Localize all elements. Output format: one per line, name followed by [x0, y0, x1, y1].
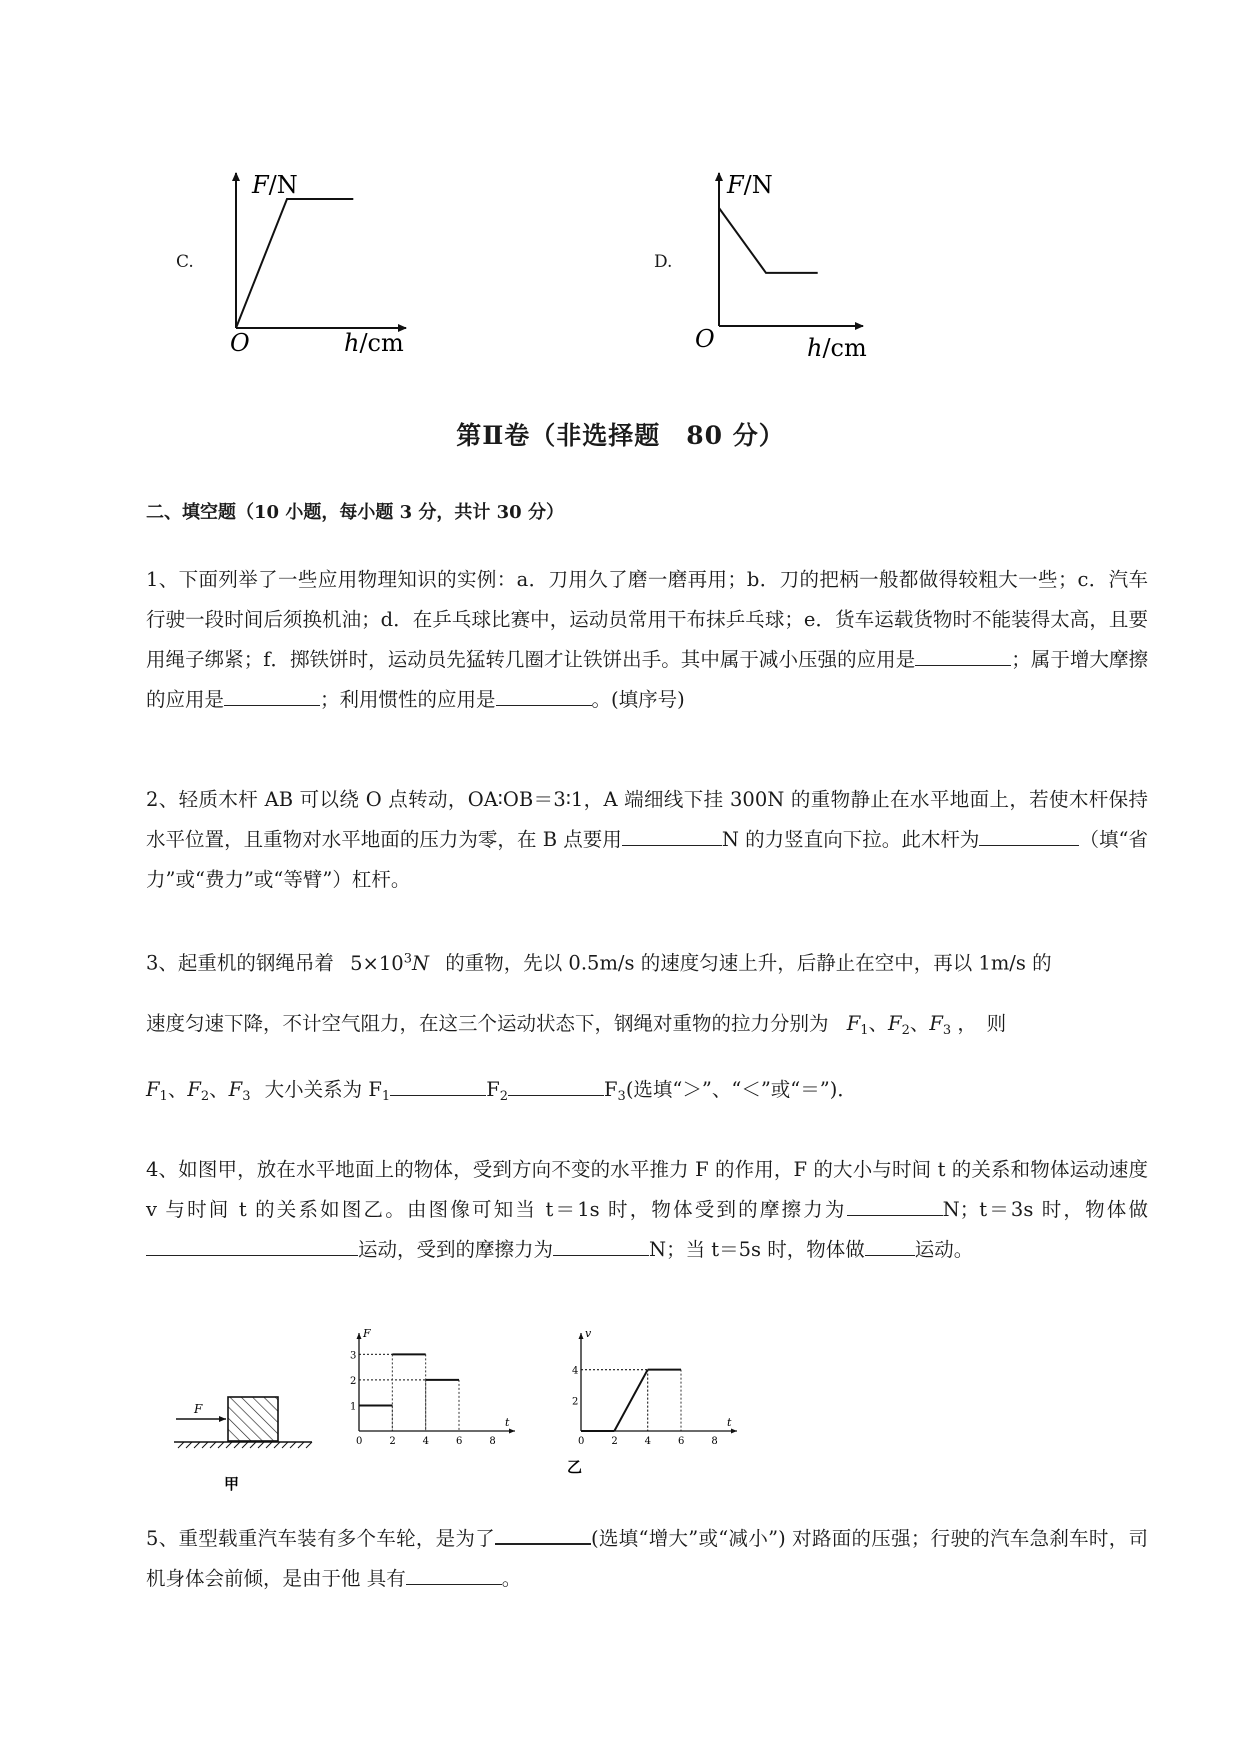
force-symbols: $F_1$、$F_2$、$F_3$	[146, 1078, 251, 1104]
answer-blank[interactable]	[865, 1231, 915, 1256]
x-tick-label: 0	[356, 1436, 363, 1447]
answer-blank[interactable]	[224, 681, 320, 706]
answer-blank[interactable]	[146, 1231, 358, 1256]
graph-d-origin: O	[695, 325, 715, 353]
answer-blank[interactable]	[979, 821, 1079, 846]
figure-jia	[172, 1385, 322, 1495]
answer-blank[interactable]	[622, 821, 722, 846]
block-icon	[228, 1397, 278, 1441]
answer-blank[interactable]	[496, 681, 592, 706]
x-tick-label: 2	[389, 1436, 396, 1447]
chart-force-time-x-label: t	[505, 1416, 510, 1429]
question-5: 5、重型载重汽车装有多个车轮，是为了 (选填“增大”或“减小”) 对路面的压强；行驶的汽车急刹车时，司机身体会前倾，是由于他 具有 。	[146, 1519, 1148, 1599]
question-3-line-1: 3、起重机的钢绳吊着 $5\times 10^3N$ 的重物，先以 0.5m/s 的速度匀速上升，后静止在空中，再以 1m/s 的	[146, 951, 1052, 975]
graph-c-x-label: h/cm	[344, 329, 404, 357]
question-2: 2、轻质木杆 AB 可以绕 O 点转动，OA∶OB＝3∶1，A 端细线下挂 300N 的重物静止在水平地面上，若使木杆保持水平位置，且重物对水平地面的压力为零，在 B 点要用 N 的力竖直向下拉。此木杆为 （填“省力”或“费力”或“等臂”）杠杆。	[146, 788, 1148, 891]
graph-d	[683, 165, 903, 365]
section-title: 第Ⅱ卷（非选择题 80 分）	[456, 421, 785, 450]
weight-formula: $5\times 10^3N$	[350, 951, 430, 975]
answer-blank[interactable]	[508, 1071, 604, 1096]
x-tick-label: 6	[678, 1436, 685, 1447]
graph-c	[200, 165, 420, 360]
answer-blank[interactable]	[390, 1071, 486, 1096]
answer-blank[interactable]	[553, 1231, 649, 1256]
question-1: 1、下面列举了一些应用物理知识的实例：a．刀用久了磨一磨再用；b．刀的把柄一般都做得较粗大一些；c．汽车行驶一段时间后须换机油；d．在乒乓球比赛中，运动员常用干布抹乒乓球；e．货车运载货物时不能装得太高，且要用绳子绑紧；f．掷铁饼时，运动员先猛转几圈才让铁饼出手。其中属于减小压强的应用是 ；属于增大摩擦的应用是 ；利用惯性的应用是 。(填序号)	[146, 568, 1148, 711]
x-tick-label: 4	[644, 1436, 652, 1447]
y-tick-label: 3	[350, 1350, 357, 1362]
answer-blank[interactable]	[915, 641, 1011, 666]
chart-velocity-time-y-label: v	[585, 1328, 592, 1340]
graph-d-curve	[719, 208, 818, 273]
y-tick-label: 2	[350, 1375, 357, 1387]
chart-velocity-time-series	[581, 1370, 681, 1431]
x-tick-label: 4	[422, 1436, 430, 1447]
x-tick-label: 6	[456, 1436, 463, 1447]
figure-jia-caption: 甲	[224, 1475, 240, 1493]
chart-velocity-time-x-label: t	[727, 1416, 732, 1429]
figure-yi-caption: 乙	[567, 1458, 583, 1476]
chart-force-time-y-label: F	[363, 1328, 371, 1340]
question-4: 4、如图甲，放在水平地面上的物体，受到方向不变的水平推力 F 的作用，F 的大小与时间 t 的关系和物体运动速度 v 与时间 t 的关系如图乙。由图像可知当 t＝1s 时，物体受到的摩擦力为 N；t＝3s 时，物体做运动，受到的摩擦力为 N；当 t＝5s 时，物体做 运动。	[146, 1158, 1148, 1261]
force-symbols: $F_1$、$F_2$、$F_3$	[846, 1012, 952, 1038]
answer-blank[interactable]	[847, 1191, 943, 1216]
y-tick-label: 1	[350, 1401, 357, 1413]
ground-hatch	[178, 1442, 312, 1448]
option-d-label: D.	[654, 252, 673, 272]
x-tick-label: 2	[611, 1436, 618, 1447]
chart-force-time	[343, 1328, 523, 1453]
graph-d-y-label: F/N	[727, 171, 773, 199]
graph-d-x-label: h/cm	[807, 334, 867, 362]
graph-c-curve	[236, 199, 353, 328]
data-segment	[614, 1370, 647, 1431]
chart-velocity-time-ticks	[572, 1366, 718, 1447]
question-3-line-2: 速度匀速下降，不计空气阻力，在这三个运动状态下，钢绳对重物的拉力分别为 $F_1$、$F_2$、$F_3$ ， 则	[146, 1012, 1007, 1038]
graph-c-y-label: F/N	[252, 171, 298, 199]
chart-force-time-ticks	[350, 1350, 496, 1447]
answer-blank[interactable]	[406, 1560, 502, 1585]
section-subtitle: 二、填空题（10 小题，每小题 3 分，共计 30 分）	[146, 502, 564, 523]
x-tick-label: 8	[711, 1436, 718, 1447]
x-tick-label: 0	[578, 1436, 585, 1447]
question-3-line-3: $F_1$、$F_2$、$F_3$ 大小关系为 $F_1$ $F_2$ $F_3$(选填“＞”、“＜”或“＝”)．	[146, 1070, 1148, 1117]
y-tick-label: 4	[572, 1365, 579, 1377]
chart-force-time-guides	[359, 1354, 459, 1431]
force-label: F	[194, 1402, 203, 1416]
graph-c-origin: O	[230, 329, 250, 357]
y-tick-label: 2	[572, 1396, 579, 1408]
chart-velocity-time	[565, 1328, 745, 1478]
option-c-label: C.	[176, 252, 194, 272]
answer-blank[interactable]	[495, 1519, 591, 1545]
x-tick-label: 8	[489, 1436, 496, 1447]
